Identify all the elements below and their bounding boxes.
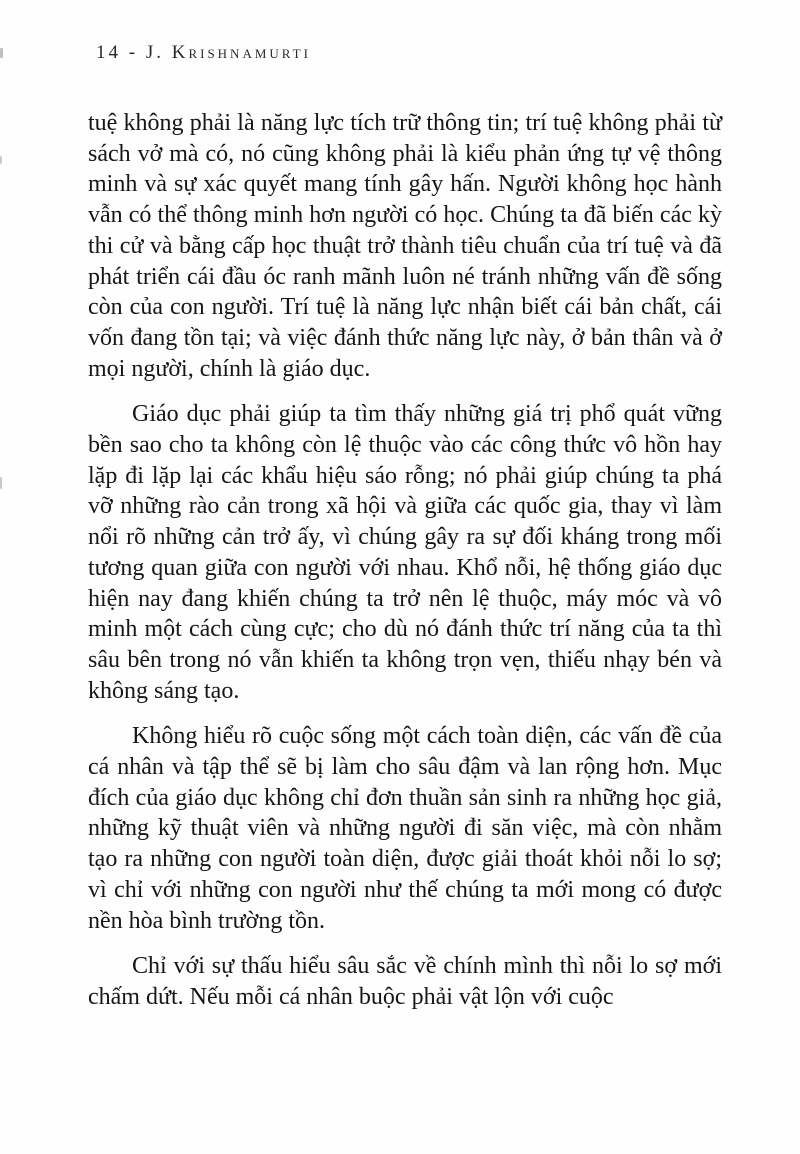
- paragraph: Giáo dục phải giúp ta tìm thấy những giá trị phổ quát vững bền sao cho ta không còn lệ thuộc vào các công thức vô hồn hay lặp đi lặp lại các khẩu hiệu sáo rỗng; nó phải giúp chúng ta phá vỡ những rào cản trong xã hội và giữa các quốc gia, thay vì làm nổi rõ những cản trở ấy, vì chúng gây ra sự đối kháng trong mối tương quan giữa con người với nhau. Khổ nỗi, hệ thống giáo dục hiện nay đang khiến chúng ta trở nên lệ thuộc, máy móc và vô minh một cách cùng cực; cho dù nó đánh thức trí năng của ta thì sâu bên trong nó vẫn khiến ta không trọn vẹn, thiếu nhạy bén và không sáng tạo.: [88, 401, 722, 704]
- scan-artifact: [0, 477, 2, 489]
- scan-artifact: [0, 48, 3, 58]
- paragraph: tuệ không phải là năng lực tích trữ thông tin; trí tuệ không phải từ sách vở mà có, nó cũng không phải là kiểu phản ứng tự vệ thông minh và sự xác quyết mang tính gây hấn. Người không học hành vẫn có thể thông minh hơn người có học. Chúng ta đã biến các kỳ thi cử và bằng cấp học thuật trở thành tiêu chuẩn của trí tuệ và đã phát triển cái đầu óc ranh mãnh luôn né tránh những vấn đề sống còn của con người. Trí tuệ là năng lực nhận biết cái bản chất, cái vốn đang tồn tại; và việc đánh thức năng lực này, ở bản thân và ở mọi người, chính là giáo dục.: [88, 110, 722, 382]
- paragraph: Chỉ với sự thấu hiểu sâu sắc về chính mình thì nỗi lo sợ mới chấm dứt. Nếu mỗi cá nhân buộc phải vật lộn với cuộc: [88, 953, 722, 1010]
- paragraph: Không hiểu rõ cuộc sống một cách toàn diện, các vấn đề của cá nhân và tập thể sẽ bị làm cho sâu đậm và lan rộng hơn. Mục đích của giáo dục không chỉ đơn thuần sản sinh ra những học giả, những kỹ thuật viên và những người đi săn việc, mà còn nhằm tạo ra những con người toàn diện, được giải thoát khỏi nỗi lo sợ; vì chỉ với những con người như thế chúng ta mới mong có được nền hòa bình trường tồn.: [88, 723, 722, 934]
- running-header: 14 - J. Krishnamurti: [96, 42, 311, 63]
- page-body: [88, 108, 722, 1013]
- scan-artifact: [0, 156, 2, 164]
